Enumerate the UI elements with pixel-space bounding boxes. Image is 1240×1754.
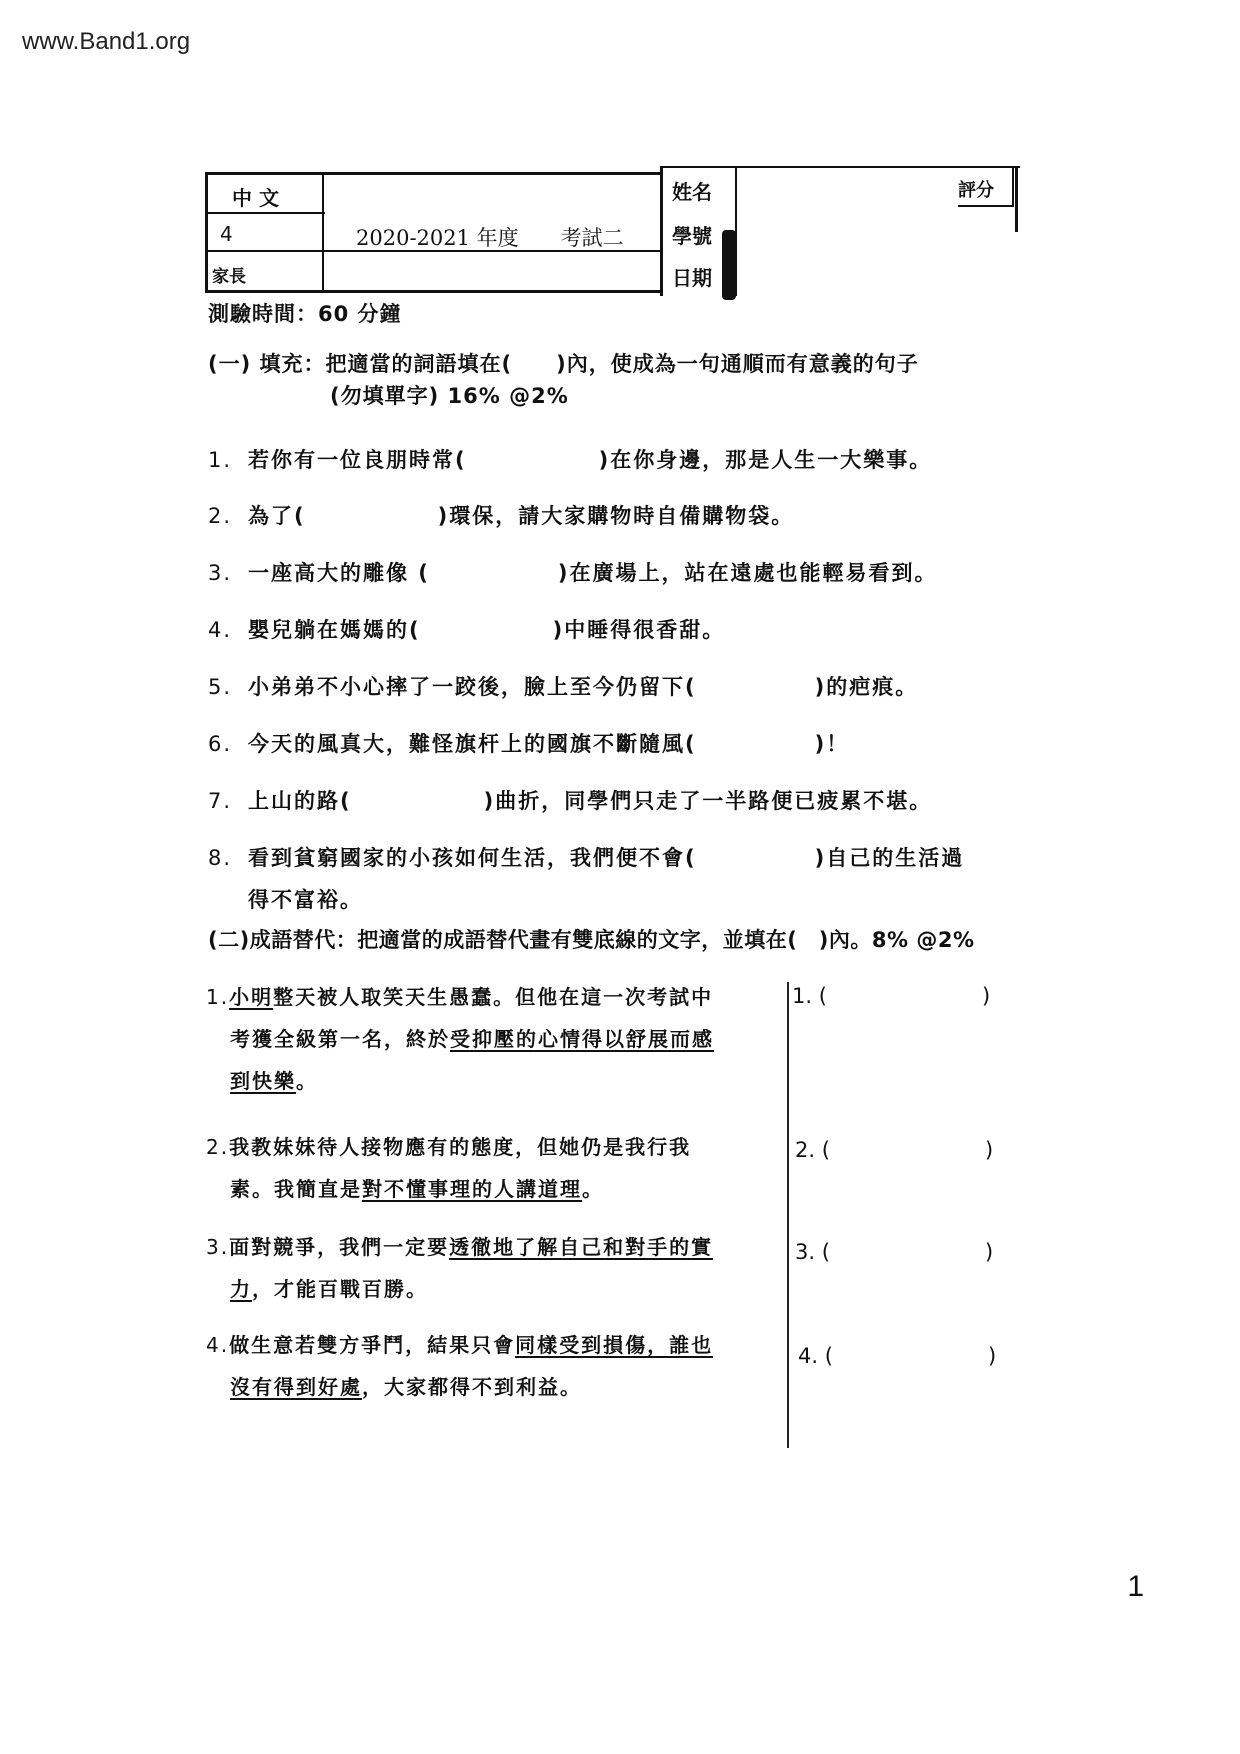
- subject-label: 中 文: [232, 186, 279, 210]
- exam-title: 2020-2021 年度 考試二: [356, 226, 624, 250]
- underlined-phrase: 透徹地了解自己和對手的實: [449, 1235, 714, 1259]
- duration-text: 測驗時間：60 分鐘: [208, 302, 402, 326]
- s1-question-4: 4. 嬰兒躺在媽媽的( )中睡得很香甜。: [208, 618, 726, 642]
- s2-line: [206, 1366, 786, 1408]
- student-no-label: 學號: [672, 224, 712, 248]
- underlined-phrase: 到快樂: [230, 1069, 296, 1093]
- s1-question-3: 3. 一座高大的雕像 ( )在廣場上，站在遠處也能輕易看到。: [208, 561, 938, 585]
- s1-question-8-cont: 得不富裕。: [248, 888, 363, 912]
- parent-label: 家長: [212, 267, 246, 287]
- s2-line: [206, 1018, 786, 1060]
- s2-line: [206, 1324, 786, 1366]
- text-segment: 考獲全級第一名，終於: [230, 1027, 450, 1051]
- s1-question-8: 8. 看到貧窮國家的小孩如何生活，我們便不會( )自己的生活過: [208, 846, 965, 870]
- text-segment: 整天被人取笑天生愚蠢。但他在這一次考試中: [273, 985, 714, 1009]
- text-segment: 做生意若雙方爭鬥，結果只會: [229, 1333, 516, 1357]
- s2-line: [206, 976, 786, 1018]
- name-label: 姓名: [672, 180, 712, 204]
- text-segment: 我教妹妹待人接物應有的態度，但她仍是我行我: [229, 1135, 692, 1159]
- underlined-phrase: 小明: [229, 985, 274, 1009]
- section2-title: (二)成語替代：把適當的成語替代畫有雙底線的文字，並填在( )內。8% @2%: [208, 928, 975, 952]
- s1-question-5: 5. 小弟弟不小心摔了一跤後，臉上至今仍留下( )的疤痕。: [208, 675, 919, 699]
- text-segment: 素。我簡直是: [230, 1177, 362, 1201]
- s1-question-6: 6. 今天的風真大，難怪旗杆上的國旗不斷隨風( )！: [208, 732, 850, 756]
- s2-line: [206, 1226, 786, 1268]
- underlined-phrase: 對不懂事理的人講道理: [362, 1177, 582, 1201]
- s1-question-1: 1. 若你有一位良朋時常( )在你身邊，那是人生一大樂事。: [208, 448, 933, 472]
- underlined-phrase: 同樣受到損傷，誰也: [515, 1333, 714, 1357]
- s2-question-4: [206, 1324, 786, 1408]
- page-number: 1: [1127, 1570, 1144, 1603]
- redaction-mark: [722, 230, 736, 300]
- underlined-phrase: 受抑壓的心情得以舒展而感: [450, 1027, 714, 1051]
- s2-answer-1: 1. ( ): [792, 984, 991, 1008]
- s2-answer-2: 2. ( ): [795, 1138, 994, 1162]
- text-segment: 面對競爭，我們一定要: [229, 1235, 450, 1259]
- s2-question-2: [206, 1126, 786, 1210]
- s2-question-number: 3.: [206, 1235, 230, 1259]
- section1-note: (勿填單字) 16% @2%: [330, 384, 569, 408]
- s2-question-number: 4.: [206, 1333, 230, 1357]
- s2-answer-4: 4. ( ): [798, 1344, 997, 1368]
- text-segment: ，才能百戰百勝。: [252, 1277, 428, 1301]
- s2-question-number: 2.: [206, 1135, 230, 1159]
- s2-line: [206, 1168, 786, 1210]
- s2-line: [206, 1060, 786, 1102]
- text-segment: ，大家都得不到利益。: [362, 1375, 582, 1399]
- section1-title: (一) 填充：把適當的詞語填在( )內，使成為一句通順而有意義的句子: [208, 352, 919, 376]
- answer-divider: [787, 982, 789, 1448]
- text-segment: 。: [296, 1069, 318, 1093]
- score-label: 評分: [958, 180, 994, 201]
- class-label: 4: [220, 222, 233, 246]
- s2-question-number: 1.: [206, 985, 230, 1009]
- s2-line: [206, 1126, 786, 1168]
- s2-line: [206, 1268, 786, 1310]
- s2-question-3: [206, 1226, 786, 1310]
- site-watermark: www.Band1.org: [22, 28, 191, 55]
- underlined-phrase: 力: [230, 1277, 252, 1301]
- s2-answer-3: 3. ( ): [795, 1240, 994, 1264]
- underlined-phrase: 沒有得到好處: [230, 1375, 362, 1399]
- s1-question-2: 2. 為了( )環保，請大家購物時自備購物袋。: [208, 504, 795, 528]
- date-label: 日期: [672, 266, 712, 290]
- s2-question-1: [206, 976, 786, 1102]
- text-segment: 。: [582, 1177, 604, 1201]
- s1-question-7: 7. 上山的路( )曲折，同學們只走了一半路便已疲累不堪。: [208, 789, 933, 813]
